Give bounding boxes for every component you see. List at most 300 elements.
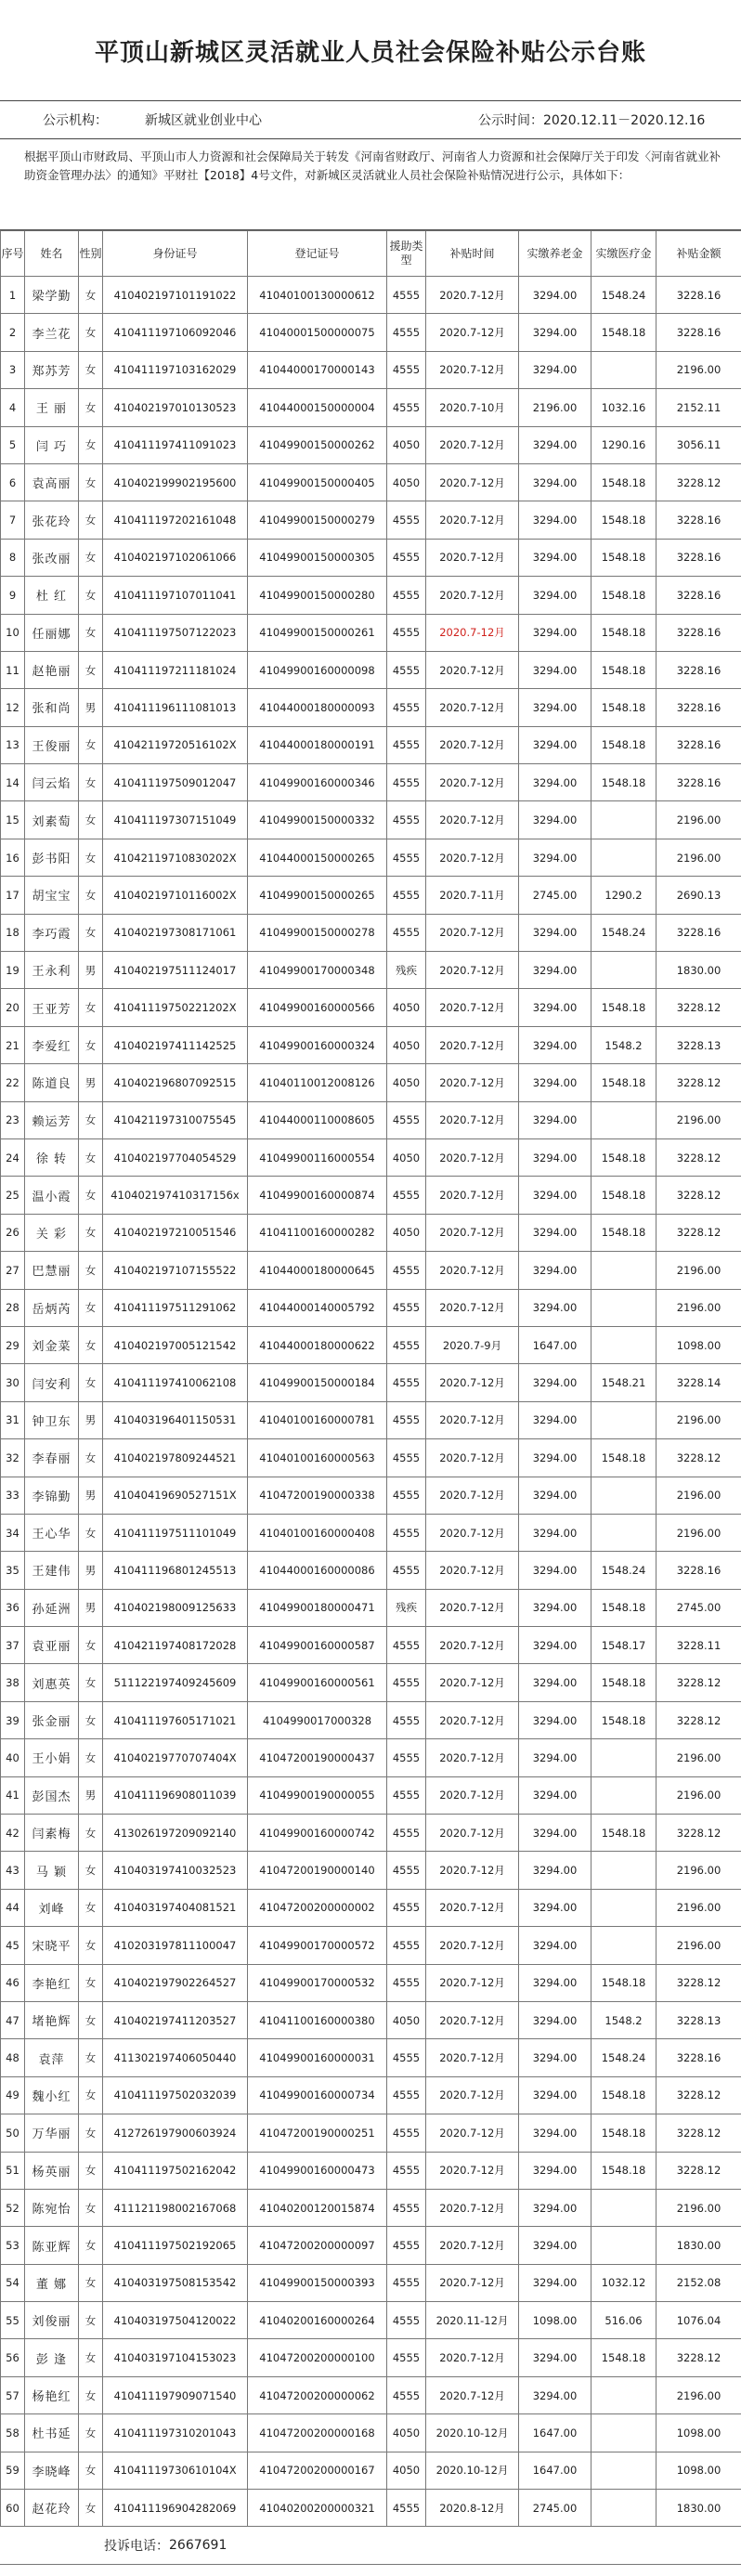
- col-index-cell: 53: [1, 2227, 25, 2264]
- col-subsidy-period-cell: 2020.7-12月: [426, 914, 519, 951]
- col-subsidy-period-cell: 2020.7-12月: [426, 2227, 519, 2264]
- col-gender-cell: 女: [79, 1138, 103, 1176]
- col-id-number-cell: 41040419690527151X: [103, 1477, 248, 1514]
- col-id-number-cell: 410411197605171021: [103, 1701, 248, 1738]
- col-pension-paid-cell: 3294.00: [519, 1701, 592, 1738]
- col-gender-cell: 女: [79, 2001, 103, 2038]
- col-subsidy-period-cell: 2020.7-12月: [426, 1552, 519, 1589]
- col-id-number-cell: 410411197211181024: [103, 651, 248, 688]
- col-subsidy-amount-cell: 3228.16: [656, 539, 741, 576]
- col-name-cell: 陈宛怡: [25, 2189, 79, 2226]
- col-index-cell: 23: [1, 1101, 25, 1138]
- col-gender-cell: 女: [79, 1101, 103, 1138]
- col-aid-type-cell: 4555: [387, 351, 426, 388]
- col-index-header: 序号: [1, 231, 25, 277]
- col-id-number-cell: 410203197811100047: [103, 1927, 248, 1964]
- col-gender-cell: 女: [79, 314, 103, 351]
- col-subsidy-amount-cell: 3228.12: [656, 2339, 741, 2376]
- col-name-cell: 刘惠英: [25, 1664, 79, 1701]
- col-pension-paid-cell: 3294.00: [519, 1477, 592, 1514]
- col-index-cell: 47: [1, 2001, 25, 2038]
- col-subsidy-period-cell: 2020.7-12月: [426, 2264, 519, 2301]
- col-gender-cell: 女: [79, 2264, 103, 2301]
- col-aid-type-cell: 4050: [387, 2001, 426, 2038]
- col-gender-cell: 女: [79, 1927, 103, 1964]
- col-registration-number-cell: 41040100160000781: [248, 1401, 387, 1438]
- col-id-number-cell: 410402197005121542: [103, 1326, 248, 1363]
- col-gender-cell: 女: [79, 426, 103, 463]
- col-subsidy-amount-cell: 2196.00: [656, 1739, 741, 1776]
- col-registration-number-cell: 41047200200000097: [248, 2227, 387, 2264]
- col-pension-paid-cell: 3294.00: [519, 1815, 592, 1852]
- col-gender-cell: 女: [79, 651, 103, 688]
- col-pension-paid-cell: 3294.00: [519, 2227, 592, 2264]
- col-name-cell: 马 颖: [25, 1852, 79, 1889]
- col-id-number-cell: 410403196401150531: [103, 1401, 248, 1438]
- col-index-cell: 5: [1, 426, 25, 463]
- col-registration-number-cell: 41040100160000408: [248, 1514, 387, 1551]
- col-registration-number-cell: 41047200200000167: [248, 2452, 387, 2489]
- col-medical-paid-cell: 1548.24: [592, 2039, 656, 2076]
- col-name-cell: 刘素萄: [25, 801, 79, 839]
- table-row: [1, 689, 741, 726]
- col-registration-number-cell: 41049900160000324: [248, 1026, 387, 1063]
- col-subsidy-period-cell: 2020.7-12月: [426, 2001, 519, 2038]
- col-medical-paid-cell: 1548.2: [592, 1026, 656, 1063]
- table-row: [1, 1701, 741, 1738]
- col-id-number-cell: 410411197507122023: [103, 614, 248, 651]
- col-medical-paid-cell: [592, 1252, 656, 1289]
- col-pension-paid-cell: 3294.00: [519, 426, 592, 463]
- col-aid-type-cell: 4555: [387, 1289, 426, 1326]
- col-aid-type-cell: 4555: [387, 2189, 426, 2226]
- col-aid-type-cell: 4555: [387, 2227, 426, 2264]
- col-index-cell: 28: [1, 1289, 25, 1326]
- col-index-cell: 27: [1, 1252, 25, 1289]
- col-pension-paid-cell: 3294.00: [519, 577, 592, 614]
- col-subsidy-period-header: 补贴时间: [426, 231, 519, 277]
- col-subsidy-amount-cell: 2745.00: [656, 1589, 741, 1626]
- col-medical-paid-cell: [592, 1101, 656, 1138]
- col-subsidy-amount-cell: 1098.00: [656, 1326, 741, 1363]
- col-registration-number-cell: 41049900150000305: [248, 539, 387, 576]
- col-subsidy-period-cell: 2020.7-12月: [426, 1927, 519, 1964]
- col-index-cell: 41: [1, 1776, 25, 1814]
- col-index-cell: 36: [1, 1589, 25, 1626]
- col-pension-paid-cell: 3294.00: [519, 501, 592, 539]
- table-row: [1, 389, 741, 426]
- table-body: [1, 277, 741, 2527]
- col-registration-number-cell: 41049900150000262: [248, 426, 387, 463]
- col-subsidy-amount-cell: 2196.00: [656, 1101, 741, 1138]
- col-subsidy-period-cell: 2020.7-12月: [426, 726, 519, 763]
- col-id-number-cell: 410403197410032523: [103, 1852, 248, 1889]
- col-pension-paid-cell: 3294.00: [519, 801, 592, 839]
- col-aid-type-cell: 4555: [387, 726, 426, 763]
- col-subsidy-period-cell: 2020.7-12月: [426, 2039, 519, 2076]
- col-gender-cell: 女: [79, 2189, 103, 2226]
- col-gender-cell: 女: [79, 2076, 103, 2114]
- col-aid-type-cell: 4555: [387, 614, 426, 651]
- col-medical-paid-cell: 1548.18: [592, 1177, 656, 1214]
- col-medical-paid-cell: 1548.18: [592, 1138, 656, 1176]
- col-gender-cell: 女: [79, 2376, 103, 2413]
- col-subsidy-amount-cell: 3228.16: [656, 577, 741, 614]
- col-index-cell: 30: [1, 1364, 25, 1401]
- col-gender-cell: 女: [79, 351, 103, 388]
- col-pension-paid-cell: 3294.00: [519, 1664, 592, 1701]
- col-id-number-cell: 410402196807092515: [103, 1064, 248, 1101]
- col-subsidy-period-cell: 2020.7-12月: [426, 277, 519, 314]
- col-index-cell: 56: [1, 2339, 25, 2376]
- col-index-cell: 48: [1, 2039, 25, 2076]
- col-id-number-cell: 410411197410062108: [103, 1364, 248, 1401]
- col-index-cell: 35: [1, 1552, 25, 1589]
- col-id-number-cell: 410411197502162042: [103, 2152, 248, 2189]
- col-gender-cell: 女: [79, 2227, 103, 2264]
- col-gender-cell: 男: [79, 1401, 103, 1438]
- col-aid-type-cell: 4555: [387, 1701, 426, 1738]
- table-row: [1, 914, 741, 951]
- col-subsidy-amount-cell: 1830.00: [656, 2227, 741, 2264]
- col-aid-type-cell: 4555: [387, 1439, 426, 1477]
- col-subsidy-amount-cell: 1830.00: [656, 2490, 741, 2527]
- col-gender-cell: 女: [79, 726, 103, 763]
- col-medical-paid-cell: [592, 1326, 656, 1363]
- col-subsidy-amount-cell: 2152.11: [656, 389, 741, 426]
- col-name-cell: 万华丽: [25, 2114, 79, 2152]
- col-pension-paid-cell: 3294.00: [519, 1101, 592, 1138]
- col-medical-paid-cell: 1548.18: [592, 764, 656, 801]
- col-subsidy-period-cell: 2020.7-12月: [426, 839, 519, 876]
- col-index-cell: 8: [1, 539, 25, 576]
- col-index-cell: 3: [1, 351, 25, 388]
- col-gender-cell: 女: [79, 1289, 103, 1326]
- table-row: [1, 1138, 741, 1176]
- col-name-cell: 杜 红: [25, 577, 79, 614]
- col-registration-number-cell: 41040200160000264: [248, 2302, 387, 2339]
- col-pension-paid-cell: 3294.00: [519, 2076, 592, 2114]
- col-gender-cell: 女: [79, 1627, 103, 1664]
- col-registration-number-cell: 41044000140005792: [248, 1289, 387, 1326]
- col-pension-paid-cell: 3294.00: [519, 2376, 592, 2413]
- table-row: [1, 314, 741, 351]
- col-subsidy-period-cell: 2020.10-12月: [426, 2414, 519, 2452]
- col-pension-paid-cell: 3294.00: [519, 2152, 592, 2189]
- col-name-cell: 任丽娜: [25, 614, 79, 651]
- col-aid-type-cell: 4555: [387, 2490, 426, 2527]
- col-index-cell: 15: [1, 801, 25, 839]
- col-index-cell: 46: [1, 1964, 25, 2001]
- col-subsidy-amount-cell: 3228.16: [656, 689, 741, 726]
- col-pension-paid-cell: 3294.00: [519, 539, 592, 576]
- col-aid-type-cell: 4555: [387, 1514, 426, 1551]
- col-medical-paid-cell: [592, 801, 656, 839]
- col-index-cell: 26: [1, 1214, 25, 1251]
- col-gender-cell: 女: [79, 914, 103, 951]
- col-registration-number-cell: 41049900160000587: [248, 1627, 387, 1664]
- col-gender-cell: 女: [79, 2414, 103, 2452]
- col-name-cell: 梁学勤: [25, 277, 79, 314]
- col-aid-type-cell: 4555: [387, 1252, 426, 1289]
- col-pension-paid-cell: 3294.00: [519, 726, 592, 763]
- col-subsidy-period-cell: 2020.7-12月: [426, 1364, 519, 1401]
- col-pension-paid-cell: 3294.00: [519, 277, 592, 314]
- col-subsidy-amount-cell: 3228.12: [656, 1701, 741, 1738]
- col-aid-type-cell: 4555: [387, 1852, 426, 1889]
- table-row: [1, 2114, 741, 2152]
- col-name-cell: 袁高丽: [25, 463, 79, 501]
- col-aid-type-cell: 4555: [387, 689, 426, 726]
- col-subsidy-amount-cell: 2196.00: [656, 1252, 741, 1289]
- col-index-cell: 2: [1, 314, 25, 351]
- col-index-cell: 19: [1, 952, 25, 989]
- col-aid-type-cell: 4555: [387, 277, 426, 314]
- col-registration-number-cell: 41047200190000140: [248, 1852, 387, 1889]
- col-id-number-cell: 410411197106092046: [103, 314, 248, 351]
- col-medical-paid-cell: [592, 839, 656, 876]
- col-name-cell: 巴慧丽: [25, 1252, 79, 1289]
- info-bar: [0, 101, 741, 139]
- col-id-number-cell: 410421197310075545: [103, 1101, 248, 1138]
- col-subsidy-period-cell: 2020.7-12月: [426, 351, 519, 388]
- col-medical-paid-cell: 1548.24: [592, 914, 656, 951]
- col-registration-number-cell: 41049900150000184: [248, 1364, 387, 1401]
- col-subsidy-amount-cell: 3228.16: [656, 501, 741, 539]
- col-registration-number-cell: 41040200200000321: [248, 2490, 387, 2527]
- col-subsidy-period-cell: 2020.7-12月: [426, 426, 519, 463]
- table-row: [1, 2490, 741, 2527]
- col-subsidy-period-cell: 2020.7-12月: [426, 2339, 519, 2376]
- col-id-number-cell: 41042119710830202X: [103, 839, 248, 876]
- col-subsidy-period-cell: 2020.7-12月: [426, 1064, 519, 1101]
- col-index-cell: 21: [1, 1026, 25, 1063]
- col-medical-paid-cell: [592, 2452, 656, 2489]
- table-row: [1, 1852, 741, 1889]
- col-aid-type-cell: 4555: [387, 1364, 426, 1401]
- col-subsidy-amount-cell: 1076.04: [656, 2302, 741, 2339]
- col-name-cell: 王永利: [25, 952, 79, 989]
- col-subsidy-amount-cell: 2196.00: [656, 1401, 741, 1438]
- col-registration-number-cell: 41049900150000405: [248, 463, 387, 501]
- col-gender-cell: 女: [79, 1326, 103, 1363]
- col-subsidy-amount-cell: 3228.12: [656, 1214, 741, 1251]
- table-row: [1, 2264, 741, 2301]
- col-subsidy-amount-cell: 2196.00: [656, 2189, 741, 2226]
- col-medical-paid-cell: [592, 2376, 656, 2413]
- col-subsidy-period-cell: 2020.7-12月: [426, 764, 519, 801]
- col-name-header: 姓名: [25, 231, 79, 277]
- col-id-number-cell: 413026197209092140: [103, 1815, 248, 1852]
- col-id-number-cell: 410411197310201043: [103, 2414, 248, 2452]
- col-name-cell: 彭国杰: [25, 1776, 79, 1814]
- col-subsidy-period-cell: 2020.7-12月: [426, 539, 519, 576]
- col-aid-type-cell: 4050: [387, 1064, 426, 1101]
- col-aid-type-cell: 4555: [387, 1477, 426, 1514]
- col-gender-cell: 男: [79, 1776, 103, 1814]
- col-registration-number-cell: 41049900150000279: [248, 501, 387, 539]
- col-name-cell: 李晓峰: [25, 2452, 79, 2489]
- col-index-cell: 6: [1, 463, 25, 501]
- col-medical-paid-cell: 1548.18: [592, 1664, 656, 1701]
- col-registration-number-cell: 41047200190000251: [248, 2114, 387, 2152]
- table-row: [1, 577, 741, 614]
- col-subsidy-period-cell: 2020.8-12月: [426, 2490, 519, 2527]
- footer: [0, 2527, 741, 2565]
- col-medical-paid-cell: 1548.18: [592, 689, 656, 726]
- col-pension-paid-cell: 3294.00: [519, 2189, 592, 2226]
- col-name-cell: 杨艳红: [25, 2376, 79, 2413]
- col-gender-cell: 女: [79, 801, 103, 839]
- table-row: [1, 952, 741, 989]
- col-pension-paid-cell: 3294.00: [519, 2339, 592, 2376]
- col-pension-paid-cell: 3294.00: [519, 1252, 592, 1289]
- col-name-cell: 堵艳辉: [25, 2001, 79, 2038]
- table-row: [1, 839, 741, 876]
- col-subsidy-period-cell: 2020.7-9月: [426, 1326, 519, 1363]
- col-id-number-cell: 410402197107155522: [103, 1252, 248, 1289]
- col-index-cell: 14: [1, 764, 25, 801]
- col-gender-cell: 男: [79, 1589, 103, 1626]
- col-aid-type-cell: 4555: [387, 539, 426, 576]
- col-registration-number-cell: 41049900150000261: [248, 614, 387, 651]
- col-name-cell: 张花玲: [25, 501, 79, 539]
- col-index-cell: 31: [1, 1401, 25, 1438]
- col-name-cell: 张改丽: [25, 539, 79, 576]
- col-registration-number-cell: 41049900150000278: [248, 914, 387, 951]
- col-id-number-cell: 410411197107011041: [103, 577, 248, 614]
- col-medical-paid-cell: 1548.18: [592, 614, 656, 651]
- col-id-number-cell: 410411197509012047: [103, 764, 248, 801]
- col-name-cell: 王小娟: [25, 1739, 79, 1776]
- col-registration-number-cell: 41049900170000532: [248, 1964, 387, 2001]
- col-medical-paid-cell: [592, 1739, 656, 1776]
- col-gender-cell: 女: [79, 1364, 103, 1401]
- col-aid-type-cell: 4555: [387, 2302, 426, 2339]
- col-gender-cell: 女: [79, 2452, 103, 2489]
- col-subsidy-amount-cell: 2196.00: [656, 351, 741, 388]
- col-name-cell: 温小霞: [25, 1177, 79, 1214]
- col-gender-cell: 女: [79, 614, 103, 651]
- col-registration-number-cell: 41049900160000742: [248, 1815, 387, 1852]
- col-index-cell: 32: [1, 1439, 25, 1477]
- col-aid-type-cell: 4555: [387, 389, 426, 426]
- col-registration-number-cell: 41049900170000572: [248, 1927, 387, 1964]
- col-registration-number-cell: 41044000180000645: [248, 1252, 387, 1289]
- col-aid-type-cell: 4555: [387, 914, 426, 951]
- col-registration-number-cell: 41049900160000098: [248, 651, 387, 688]
- col-subsidy-amount-cell: 2196.00: [656, 1776, 741, 1814]
- col-id-number-cell: 410402197902264527: [103, 1964, 248, 2001]
- col-subsidy-amount-cell: 3228.11: [656, 1627, 741, 1664]
- col-index-cell: 12: [1, 689, 25, 726]
- col-subsidy-period-cell: 2020.7-12月: [426, 1401, 519, 1438]
- col-subsidy-amount-cell: 2196.00: [656, 1852, 741, 1889]
- col-id-number-cell: 410411197307151049: [103, 801, 248, 839]
- col-registration-number-cell: 41040110012008126: [248, 1064, 387, 1101]
- col-subsidy-amount-cell: 3228.16: [656, 614, 741, 651]
- col-subsidy-period-cell: 2020.7-12月: [426, 1776, 519, 1814]
- table-row: [1, 989, 741, 1026]
- col-aid-type-cell: 4050: [387, 426, 426, 463]
- col-gender-cell: 女: [79, 1739, 103, 1776]
- col-aid-type-cell: 4555: [387, 1552, 426, 1589]
- col-pension-paid-cell: 2196.00: [519, 389, 592, 426]
- col-subsidy-amount-cell: 3228.16: [656, 651, 741, 688]
- col-subsidy-period-cell: 2020.7-12月: [426, 314, 519, 351]
- col-id-number-cell: 411302197406050440: [103, 2039, 248, 2076]
- col-id-number-cell: 410411197411091023: [103, 426, 248, 463]
- col-subsidy-amount-cell: 2690.13: [656, 877, 741, 914]
- col-subsidy-period-cell: 2020.7-12月: [426, 651, 519, 688]
- col-registration-number-cell: 41049900160000874: [248, 1177, 387, 1214]
- col-name-cell: 杨英丽: [25, 2152, 79, 2189]
- col-id-number-cell: 410421197408172028: [103, 1627, 248, 1664]
- col-medical-paid-header: 实缴医疗金: [592, 231, 656, 277]
- col-medical-paid-cell: 1032.16: [592, 389, 656, 426]
- col-registration-number-cell: 41047200200000002: [248, 1889, 387, 1926]
- col-id-number-cell: 410403197104153023: [103, 2339, 248, 2376]
- col-gender-cell: 女: [79, 839, 103, 876]
- col-medical-paid-cell: 1548.18: [592, 651, 656, 688]
- col-index-cell: 37: [1, 1627, 25, 1664]
- col-pension-paid-cell: 3294.00: [519, 1138, 592, 1176]
- col-aid-type-cell: 4555: [387, 2076, 426, 2114]
- col-gender-cell: 女: [79, 1177, 103, 1214]
- col-id-number-cell: 410411197511101049: [103, 1514, 248, 1551]
- col-pension-paid-cell: 3294.00: [519, 1364, 592, 1401]
- col-medical-paid-cell: 1290.2: [592, 877, 656, 914]
- col-aid-type-cell: 4050: [387, 2452, 426, 2489]
- col-id-number-cell: 410411196801245513: [103, 1552, 248, 1589]
- col-subsidy-period-cell: 2020.7-12月: [426, 2076, 519, 2114]
- col-name-cell: 赖运芳: [25, 1101, 79, 1138]
- col-name-cell: 闫安利: [25, 1364, 79, 1401]
- col-index-cell: 11: [1, 651, 25, 688]
- col-gender-cell: 女: [79, 764, 103, 801]
- col-subsidy-period-cell: 2020.7-12月: [426, 2189, 519, 2226]
- col-pension-paid-cell: 3294.00: [519, 614, 592, 651]
- col-name-cell: 李艳红: [25, 1964, 79, 2001]
- col-id-number-cell: 410402197010130523: [103, 389, 248, 426]
- col-aid-type-cell: 4555: [387, 2114, 426, 2152]
- col-id-number-cell: 41042119720516102X: [103, 726, 248, 763]
- col-subsidy-period-cell: 2020.7-12月: [426, 1289, 519, 1326]
- col-index-cell: 16: [1, 839, 25, 876]
- col-subsidy-amount-cell: 3228.12: [656, 2114, 741, 2152]
- col-medical-paid-cell: 1548.18: [592, 577, 656, 614]
- col-pension-paid-cell: 3294.00: [519, 463, 592, 501]
- col-index-cell: 18: [1, 914, 25, 951]
- table-row: [1, 1439, 741, 1477]
- col-index-cell: 50: [1, 2114, 25, 2152]
- subsidy-table: [0, 230, 741, 2527]
- col-registration-number-cell: 41041100160000380: [248, 2001, 387, 2038]
- col-gender-cell: 男: [79, 1552, 103, 1589]
- col-aid-type-cell: 4050: [387, 1214, 426, 1251]
- col-subsidy-period-cell: 2020.7-12月: [426, 1852, 519, 1889]
- col-name-cell: 闫云焰: [25, 764, 79, 801]
- col-gender-cell: 男: [79, 689, 103, 726]
- col-medical-paid-cell: [592, 1889, 656, 1926]
- col-id-number-cell: 410402197704054529: [103, 1138, 248, 1176]
- col-gender-cell: 女: [79, 577, 103, 614]
- col-id-number-cell: 410402197411142525: [103, 1026, 248, 1063]
- col-pension-paid-cell: 3294.00: [519, 1852, 592, 1889]
- col-pension-paid-header: 实缴养老金: [519, 231, 592, 277]
- col-name-cell: 郑苏芳: [25, 351, 79, 388]
- col-medical-paid-cell: [592, 1776, 656, 1814]
